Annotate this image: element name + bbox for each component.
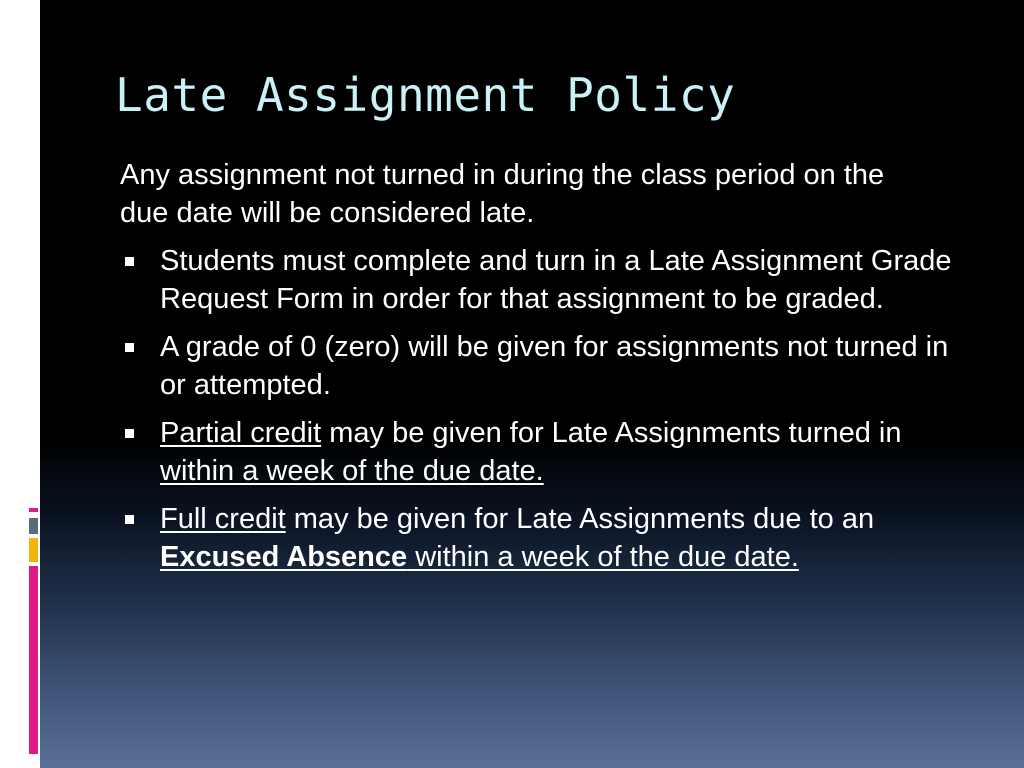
bullet-text: Students must complete and turn in a Late Assignment Grade Request Form in order for that assignment to be graded. [160, 245, 952, 315]
accent-bar-pink [29, 566, 38, 754]
partial-credit-label: Partial credit [160, 417, 322, 449]
bullet-text: may be given for Late Assignments due to an [285, 503, 875, 535]
excused-absence-text: Excused Absence [160, 541, 408, 573]
bullet-item-full-credit [120, 500, 970, 576]
accent-bar-pink-small [29, 508, 38, 512]
bullet-text: A grade of 0 (zero) will be given for assignments not turned in or attempted. [160, 331, 949, 401]
within-week-text: within a week of the due date. [160, 455, 544, 487]
accent-bar-yellow [29, 538, 38, 562]
bullet-item-partial-credit [120, 414, 970, 490]
square-bullet-icon [125, 515, 134, 524]
square-bullet-icon [125, 343, 134, 352]
slide-content [120, 156, 970, 586]
bullet-list [120, 242, 970, 576]
within-week-text: within a week of the due date. [407, 541, 799, 573]
full-credit-label: Full credit [160, 503, 286, 535]
bullet-text: may be given for Late Assignments turned in [321, 417, 902, 449]
bullet-item-zero-grade [120, 328, 970, 404]
square-bullet-icon [125, 429, 134, 438]
bullet-item-late-form [120, 242, 970, 318]
accent-bar-gray [29, 518, 38, 534]
slide-title: Late Assignment Policy [115, 68, 736, 122]
square-bullet-icon [125, 257, 134, 266]
intro-paragraph: Any assignment not turned in during the class period on the due date will be considered late. [120, 159, 885, 229]
